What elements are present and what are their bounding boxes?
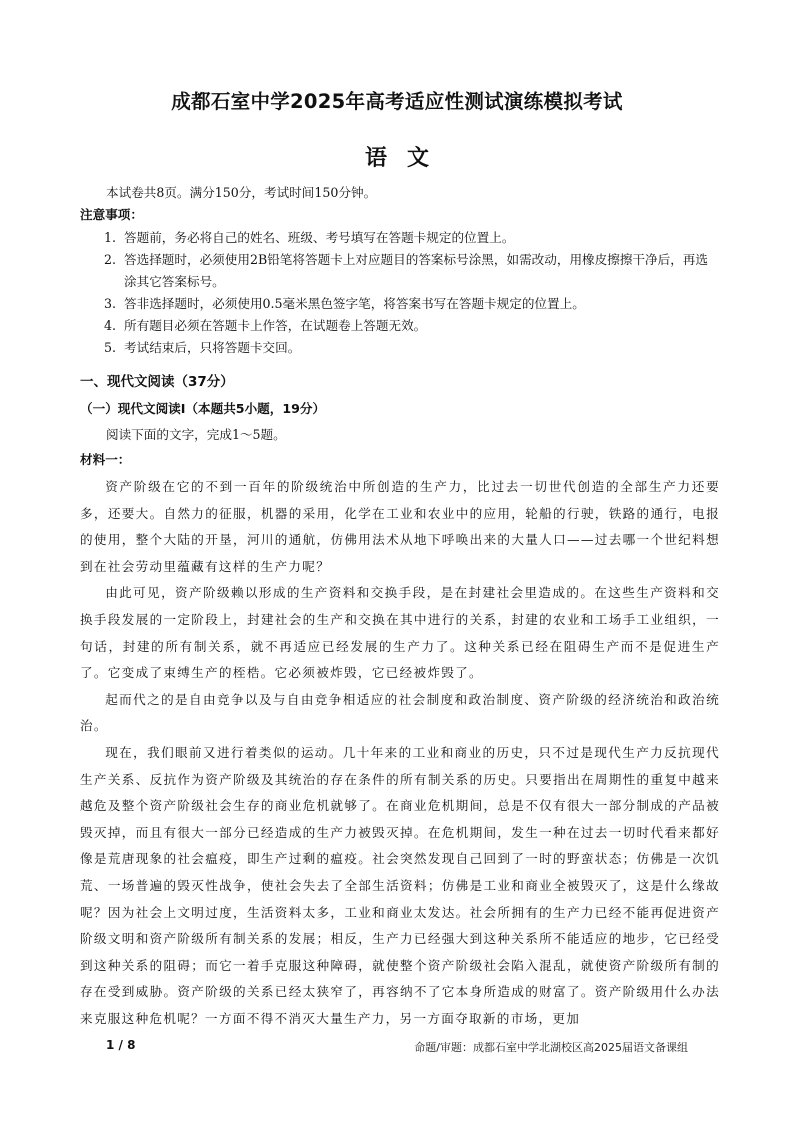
section-heading: 一、现代文阅读（37分）	[80, 374, 234, 390]
notice-item	[104, 315, 720, 337]
exam-title: 成都石室中学2025年高考适应性测试演练模拟考试	[171, 90, 623, 113]
notice-item-number: 5.	[104, 340, 117, 355]
notice-list	[104, 227, 720, 359]
footer-credit: 命题/审题：成都石室中学北湖校区高2025届语文备课组	[414, 1041, 688, 1054]
notice-item-number: 1.	[104, 230, 117, 245]
notice-item	[104, 227, 720, 249]
material-paragraph: 现在，我们眼前又进行着类似的运动。几十年来的工业和商业的历史，只不过是现代生产力反抗现代生产关系、反抗作为资产阶级及其统治的存在条件的所有制关系的历史。只要指出在周期性的重复中越来越危及整个资产阶级社会生存的商业危机就够了。在商业危机期间，总是不仅有很大一部分制成的产品被毁灭掉，而且有很大一部分已经造成的生产力被毁灭掉。在危机期间，发生一种在过去一切时代看来都好像是荒唐现象的社会瘟疫，即生产过剩的瘟疫。社会突然发现自己回到了一时的野蛮状态；仿佛是一次饥荒、一场普遍的毁灭性战争，使社会失去了全部生活资料；仿佛是工业和商业全被毁灭了，这是什么缘故呢？因为社会上文明过度，生活资料太多，工业和商业太发达。社会所拥有的生产力已经不能再促进资产阶级文明和资产阶级所有制关系的发展；相反，生产力已经强大到这种关系所不能适应的地步，它已经受到这种关系的阻碍；而它一着手克服这种障碍，就使整个资产阶级社会陷入混乱，就使资产阶级所有制的存在受到威胁。资产阶级的关系已经太狭窄了，再容纳不了它本身所造成的财富了。资产阶级用什么办法来克服这种危机呢？一方面不得不消灭大量生产力，另一方面夺取新的市场，更加	[80, 744, 720, 1026]
notice-item-text: 答题前，务必将自己的姓名、班级、考号填写在答题卡规定的位置上。	[124, 230, 515, 245]
notice-item-number: 3.	[104, 296, 117, 311]
material-paragraph: 起而代之的是自由竞争以及与自由竞争相适应的社会制度和政治制度、资产阶级的经济统治和政治统治。	[80, 691, 720, 734]
page-number: 1 / 8	[106, 1038, 136, 1052]
material-label: 材料一：	[80, 452, 131, 467]
notice-item-number: 2.	[104, 252, 117, 267]
material-paragraph: 资产阶级在它的不到一百年的阶级统治中所创造的生产力，比过去一切世代创造的全部生产力还要多，还要大。自然力的征服，机器的采用，化学在工业和农业中的应用，轮船的行驶，铁路的通行，电报的使用，整个大陆的开垦，河川的通航，仿佛用法术从地下呼唤出来的大量人口——过去哪一个世纪料想到在社会劳动里蕴藏有这样的生产力呢？	[80, 479, 720, 574]
subsection-heading: （一）现代文阅读Ⅰ（本题共5小题，19分）	[80, 401, 326, 416]
reading-instruction: 阅读下面的文字，完成1～5题。	[106, 427, 286, 442]
notice-item	[104, 249, 720, 293]
notice-item	[104, 293, 720, 315]
notice-item-text: 答选择题时，必须使用2B铅笔将答题卡上对应题目的答案标号涂黑，如需改动，用橡皮擦擦干净后，再选涂其它答案标号。	[124, 252, 708, 289]
notice-item	[104, 337, 720, 359]
notice-item-text: 答非选择题时，必须使用0.5毫米黑色签字笔，将答案书写在答题卡规定的位置上。	[124, 296, 585, 311]
material-paragraph: 由此可见，资产阶级赖以形成的生产资料和交换手段，是在封建社会里造成的。在这些生产资料和交换手段发展的一定阶段上，封建社会的生产和交换在其中进行的关系，封建的农业和工场手工业组织，一句话，封建的所有制关系，就不再适应已经发展的生产力了。这种关系已经在阻碍生产而不是促进生产了。它变成了束缚生产的桎梏。它必须被炸毁，它已经被炸毁了。	[80, 585, 720, 681]
notice-item-text: 考试结束后，只将答题卡交回。	[124, 340, 301, 355]
notice-item-text: 所有题目必须在答题卡上作答，在试题卷上答题无效。	[124, 318, 427, 333]
subject-title: 语文	[364, 146, 449, 171]
exam-intro: 本试卷共8页。满分150分，考试时间150分钟。	[106, 185, 377, 200]
material-body	[80, 474, 720, 1032]
notice-heading: 注意事项：	[80, 207, 143, 222]
notice-item-number: 4.	[104, 318, 117, 333]
